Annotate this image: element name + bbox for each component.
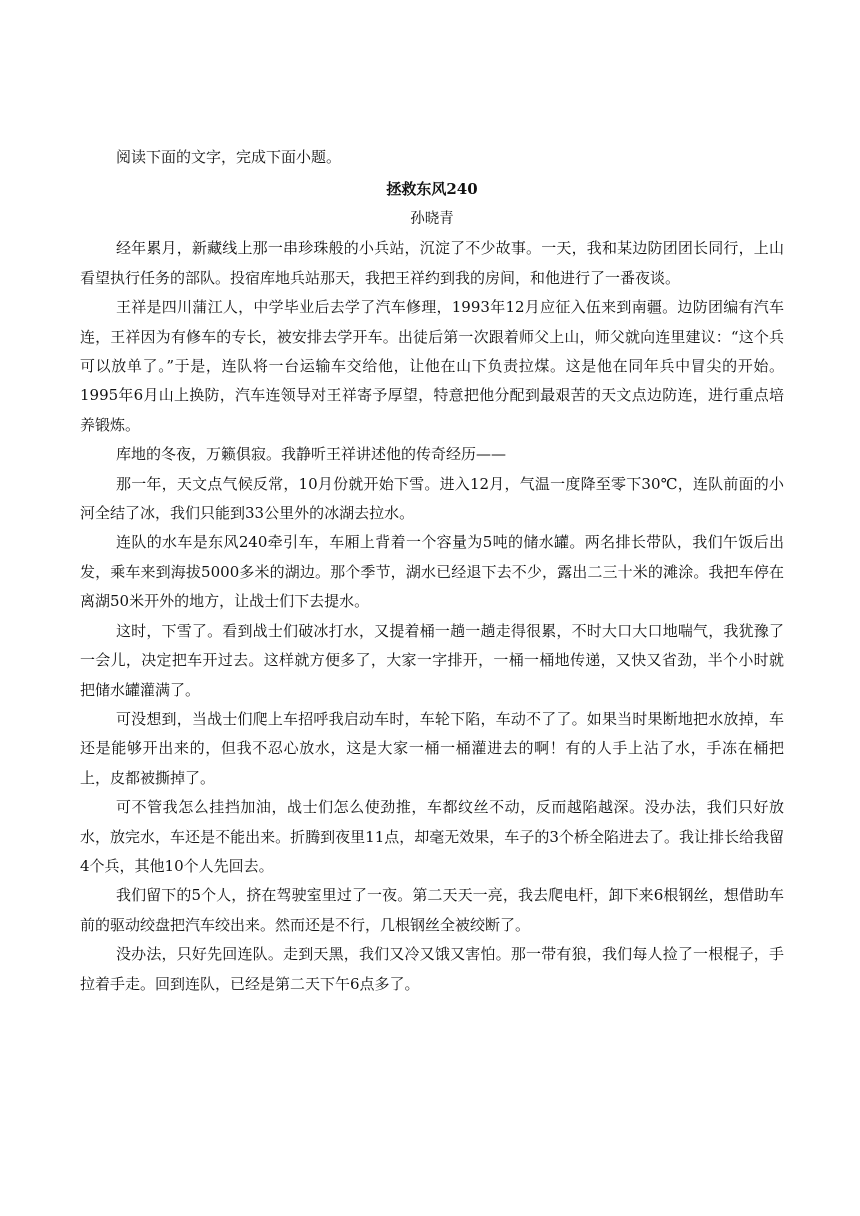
paragraph: 连队的水车是东风240牵引车，车厢上背着一个容量为5吨的储水罐。两名排长带队，我们午饭后出发，乘车来到海拔5000多米的湖边。那个季节，湖水已经退下去不少，露出二三十米的滩涂。我把车停在离湖50米开外的地方，让战士们下去提水。	[80, 533, 784, 611]
paragraph: 没办法，只好先回连队。走到天黑，我们又冷又饿又害怕。那一带有狼，我们每人捡了一根棍子，手拉着手走。回到连队，已经是第二天下午6点多了。	[80, 945, 784, 993]
paragraph: 库地的冬夜，万籁俱寂。我静听王祥讲述他的传奇经历——	[116, 445, 507, 464]
document-content	[80, 143, 784, 999]
paragraph: 可没想到，当战士们爬上车招呼我启动车时，车轮下陷，车动不了了。如果当时果断地把水放掉，车还是能够开出来的，但我不忍心放水，这是大家一桶一桶灌进去的啊！有的人手上沾了水，手冻在桶把上，皮都被撕掉了。	[80, 709, 784, 787]
paragraph: 可不管我怎么挂挡加油，战士们怎么使劲推，车都纹丝不动，反而越陷越深。没办法，我们只好放水，放完水，车还是不能出来。折腾到夜里11点，却毫无效果，车子的3个桥全陷进去了。我让排长给我留4个兵，其他10个人先回去。	[80, 798, 784, 875]
paragraph: 王祥是四川蒲江人，中学毕业后去学了汽车修理，1993年12月应征入伍来到南疆。边防团编有汽车连，王祥因为有修车的专长，被安排去学开车。出徒后第一次跟着师父上山，师父就向连里建议：“这个兵可以放单了。”于是，连队将一台运输车交给他，让他在山下负责拉煤。这是他在同年兵中冒尖的开始。1995年6月山上换防，汽车连领导对王祥寄予厚望，特意把他分配到最艰苦的天文点边防连，进行重点培养锻炼。	[80, 298, 784, 434]
instruction-text: 阅读下面的文字，完成下面小题。	[116, 148, 342, 166]
article-title: 拯救东风240	[386, 180, 478, 199]
paragraph: 那一年，天文点气候反常，10月份就开始下雪。进入12月，气温一度降至零下30℃，连队前面的小河全结了冰，我们只能到33公里外的冰湖去拉水。	[80, 474, 784, 523]
paragraph: 我们留下的5个人，挤在驾驶室里过了一夜。第二天天一亮，我去爬电杆，卸下来6根钢丝，想借助车前的驱动绞盘把汽车绞出来。然而还是不行，几根钢丝全被绞断了。	[80, 886, 784, 934]
paragraph: 这时，下雪了。看到战士们破冰打水，又提着桶一趟一趟走得很累，不时大口大口地喘气，我犹豫了一会儿，决定把车开过去。这样就方便多了，大家一字排开，一桶一桶地传递，又快又省劲，半个小时就把储水罐灌满了。	[80, 621, 784, 699]
paragraph: 经年累月，新藏线上那一串珍珠般的小兵站，沉淀了不少故事。一天，我和某边防团团长同行，上山看望执行任务的部队。投宿库地兵站那天，我把王祥约到我的房间，和他进行了一番夜谈。	[80, 239, 784, 287]
article-author: 孙晓青	[410, 211, 454, 228]
